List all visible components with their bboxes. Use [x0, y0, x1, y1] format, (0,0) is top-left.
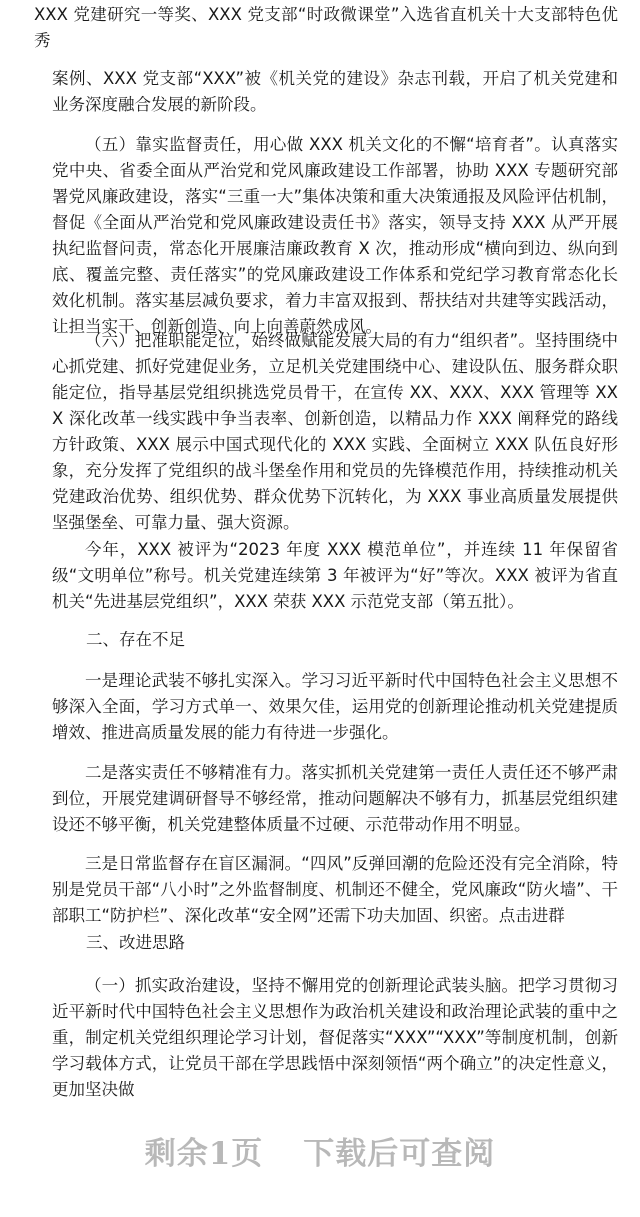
section-heading-improvement: 三、改进思路 [86, 933, 185, 952]
paragraph-supervision: （五）靠实监督责任，用心做 XXX 机关文化的不懈“培育者”。认真落实党中央、省委全面从严治党和党风廉政建设工作部署，协助 XXX 专题研究部署党风廉政建设，落实“三重一大”集体决策和重大决策通报及风险评估机制，督促《全面从严治党和党风廉政建设责任书》落实，领导支持 XXX 从严开展执纪监督问责，常态化开展廉洁廉政教育 X 次，推动形成“横向到边、纵向到底、覆盖完整、责任落实”的党风廉政建设工作体系和党纪学习教育常态化长效化机制。落实基层减负要求，着力丰富双报到、帮扶结对共建等实践活动，让担当实干、创新创造、向上向善蔚然成风。 [52, 135, 618, 336]
paragraph-1: 案例、XXX 党支部“XXX”被《机关党的建设》杂志刊载，开启了机关党建和业务深度融合发展的新阶段。 [52, 69, 618, 114]
paragraph-achievements: 今年，XXX 被评为“2023 年度 XXX 模范单位”，并连续 11 年保留省级“文明单位”称号。机关党建连续第 3 年被评为“好”等次。XXX 被评为省直机关“先进基层党组织”，XXX 荣获 XXX 示范党支部（第五批）。 [52, 540, 618, 611]
top-fragment-line: XXX 党建研究一等奖、XXX 党支部“时政微课堂”入选省直机关十大支部特色优秀 [34, 5, 618, 50]
paragraph-improvement-1: （一）抓实政治建设，坚持不懈用党的创新理论武装头脑。把学习贯彻习近平新时代中国特色社会主义思想作为政治机关建设和政治理论武装的重中之重，制定机关党组织理论学习计划，督促落实“XXX”“XXX”等制度机制，创新学习载体方式，让党员干部在学思践悟中深刻领悟“两个确立”的决定性意义，更加坚决做 [52, 976, 618, 1099]
paragraph-organizer: （六）把准职能定位，始终做赋能发展大局的有力“组织者”。坚持围绕中心抓党建、抓好党建促业务，立足机关党建围绕中心、建设队伍、服务群众职能定位，指导基层党组织挑选党员骨干，在宣传 XX、XXX、XXX 管理等 XXX 深化改革一线实践中争当表率、创新创造，以精品力作 XXX 阐释党的路线方针政策、XXX 展示中国式现代化的 XXX 实践、全面树立 XXX 队伍良好形象，充分发挥了党组织的战斗堡垒作用和党员的先锋模范作用，持续推动机关党建政治优势、组织优势、群众优势下沉转化，为 XXX 事业高质量发展提供坚强堡垒、可靠力量、强大资源。 [52, 331, 618, 532]
download-to-view-text: 下载后可查阅 [303, 1136, 496, 1172]
paragraph-shortcoming-2: 二是落实责任不够精准有力。落实抓机关党建第一责任人责任还不够严肃到位，开展党建调研督导不够经常，推动问题解决不够有力，抓基层党组织建设还不够平衡，机关党建整体质量不过硬、示范带动作用不明显。 [52, 763, 618, 834]
paragraph-shortcoming-1: 一是理论武装不够扎实深入。学习习近平新时代中国特色社会主义思想不够深入全面，学习方式单一、效果欠佳，运用党的创新理论推动机关党建提质增效、推进高质量发展的能力有待进一步强化。 [52, 671, 618, 742]
paragraph-shortcoming-3: 三是日常监督存在盲区漏洞。“四风”反弹回潮的危险还没有完全消除，特别是党员干部“八小时”之外监督制度、机制还不健全，党风廉政“防火墙”、干部职工“防护栏”、深化改革“安全网”还需下功夫加固、织密。点击进群 [52, 854, 618, 925]
remaining-pages-text: 剩余1页 [144, 1136, 264, 1172]
download-prompt-banner [0, 1128, 640, 1173]
section-heading-shortcomings: 二、存在不足 [86, 630, 185, 649]
